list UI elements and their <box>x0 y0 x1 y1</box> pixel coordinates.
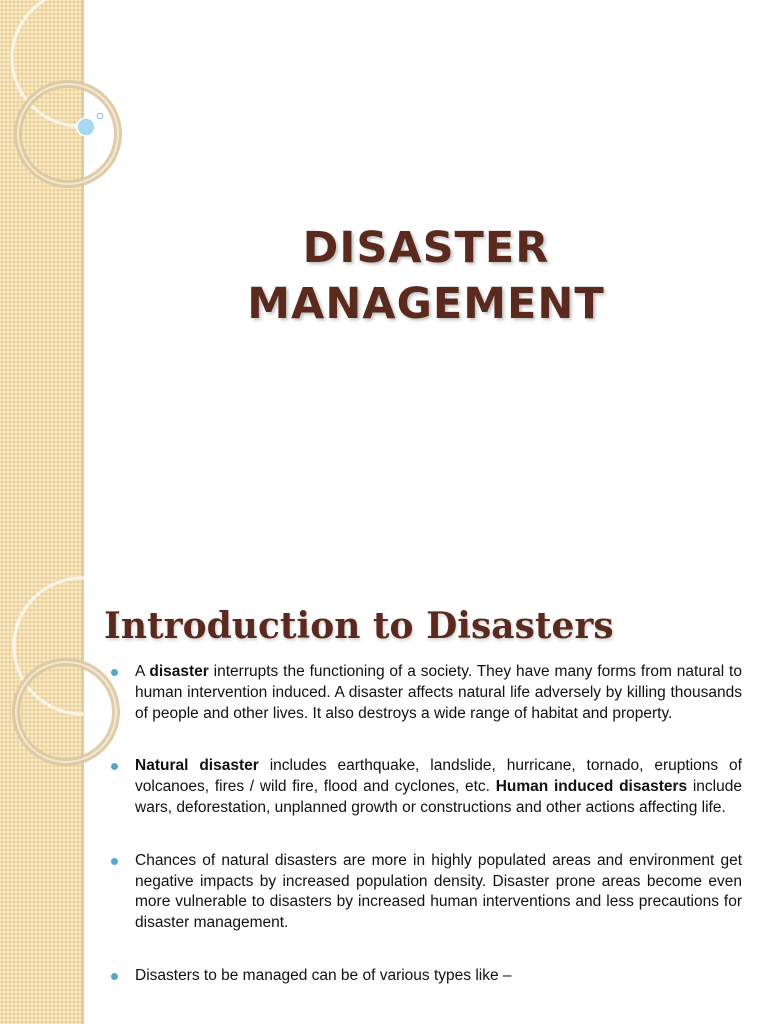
bullet-dot-icon <box>111 973 118 980</box>
title-line-2: MANAGEMENT <box>247 279 605 329</box>
decorative-rings <box>0 0 140 200</box>
slide-title <box>84 220 768 332</box>
bullet-list <box>104 662 742 1019</box>
bullet-item: Chances of natural disasters are more in highly populated areas and environment get negative impacts by increased population density. Disaster prone areas become even more vulnerable to disasters by increased human interventions and less precautions for disaster management. <box>104 851 742 934</box>
bullet-item: Natural disaster includes earthquake, landslide, hurricane, tornado, eruptions of volcanoes, fires / wild fire, flood and cyclones, etc. Human induced disasters include wars, deforestation, unplanned growth or constructions and other actions affecting life. <box>104 756 742 818</box>
bullet-dot-icon <box>111 763 118 770</box>
bullet-item: Disasters to be managed can be of various types like – <box>104 966 742 987</box>
title-line-1: DISASTER <box>302 223 550 273</box>
slide-title: Introduction to Disasters <box>104 605 614 647</box>
bullet-item: A disaster interrupts the functioning of a society. They have many forms from natural to human intervention induced. A disaster affects natural life adversely by killing thousands of people and other lives. It also destroys a wide range of habitat and property. <box>104 662 742 724</box>
bullet-dot-icon <box>111 669 118 676</box>
bullet-dot-icon <box>111 858 118 865</box>
content-slide <box>0 576 768 1024</box>
